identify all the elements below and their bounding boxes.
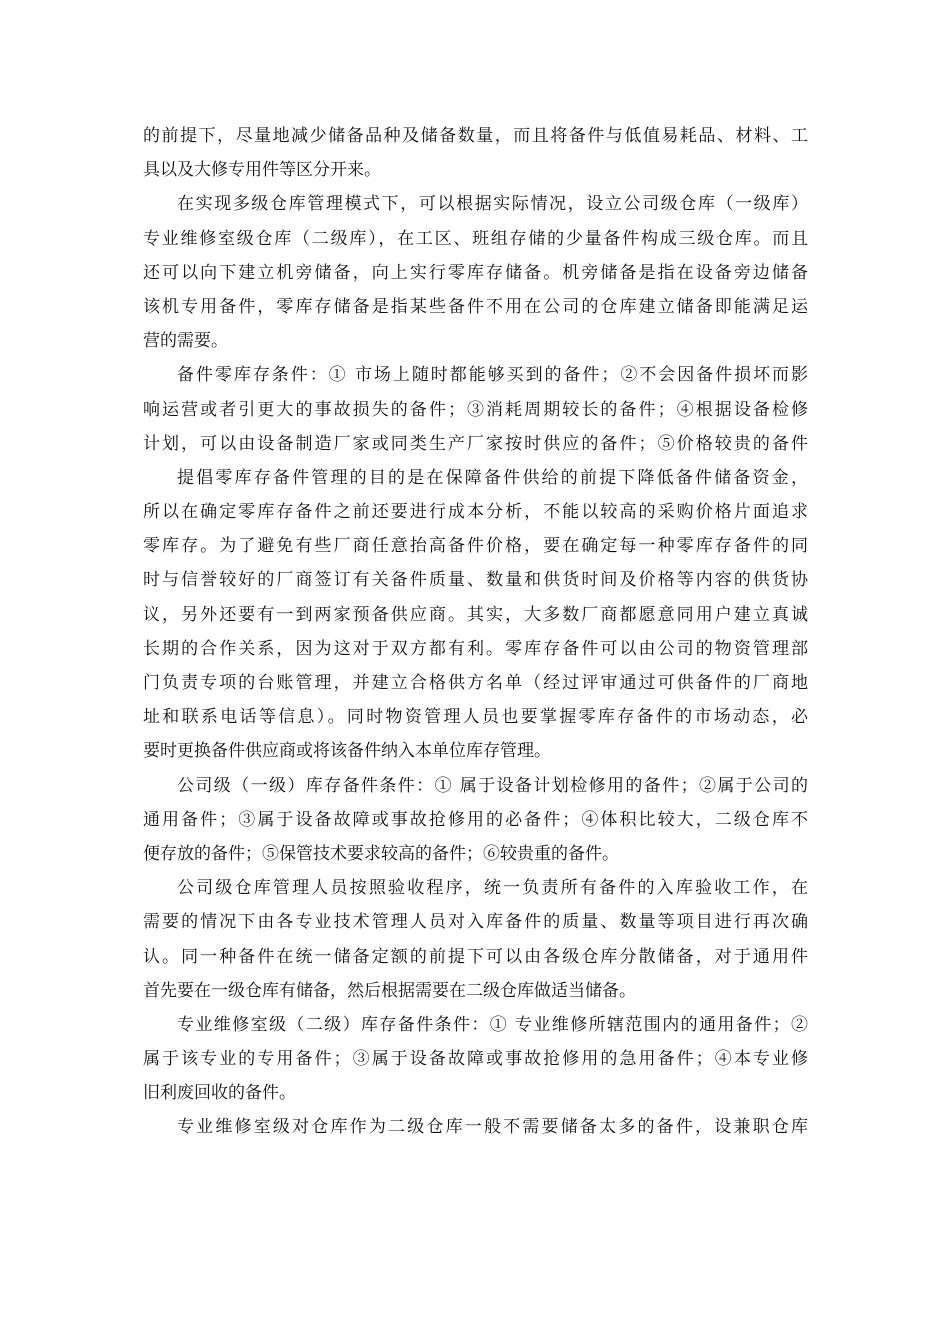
text-line: 需要的情况下由各专业技术管理人员对入库备件的质量、数量等项目进行再次确 [143, 912, 808, 933]
text-line: 要时更换备件供应商或将该备件纳入本单位库存管理。 [143, 741, 551, 762]
text-line: 具以及大修专用件等区分开来。 [143, 160, 381, 181]
text-line: 该机专用备件，零库存储备是指某些备件不用在公司的仓库建立储备即能满足运 [143, 296, 808, 317]
text-line: 备件零库存条件：① 市场上随时都能够买到的备件；②不会因备件损坏而影 [177, 365, 808, 386]
text-line: 公司级仓库管理人员按照验收程序，统一负责所有备件的入库验收工作，在 [177, 878, 808, 899]
text-line: 在实现多级仓库管理模式下，可以根据实际情况，设立公司级仓库（一级库） [177, 194, 808, 215]
text-line: 提倡零库存备件管理的目的是在保障备件供给的前提下降低备件储备资金， [177, 467, 808, 488]
text-line: 通用备件；③属于设备故障或事故抢修用的必备件；④体积比较大，二级仓库不 [143, 809, 808, 830]
text-line: 还可以向下建立机旁储备，向上实行零库存储备。机旁储备是指在设备旁边储备 [143, 262, 808, 283]
text-line: 长期的合作关系，因为这对于双方都有利。零库存备件可以由公司的物资管理部 [143, 638, 808, 659]
body-text [143, 119, 808, 1145]
text-line: 零库存。为了避免有些厂商任意抬高备件价格，要在确定每一种零库存备件的同 [143, 536, 808, 557]
text-line: 议，另外还要有一到两家预备供应商。其实，大多数厂商都愿意同用户建立真诚 [143, 604, 808, 625]
text-line: 计划，可以由设备制造厂家或同类生产厂家按时供应的备件；⑤价格较贵的备件 [143, 433, 808, 454]
text-line: 认。同一种备件在统一储备定额的前提下可以由各级仓库分散储备，对于通用件 [143, 946, 808, 967]
text-line: 址和联系电话等信息）。同时物资管理人员也要掌握零库存备件的市场动态，必 [143, 707, 808, 728]
text-line: 属于该专业的专用备件；③属于设备故障或事故抢修用的急用备件；④本专业修 [143, 1049, 808, 1070]
text-line: 公司级（一级）库存备件条件：① 属于设备计划检修用的备件；②属于公司的 [177, 775, 808, 796]
text-line: 专业维修室级（二级）库存备件条件：① 专业维修所辖范围内的通用备件；② [177, 1014, 808, 1035]
text-line: 门负责专项的台账管理，并建立合格供方名单（经过评审通过可供备件的厂商地 [143, 673, 808, 693]
text-line: 所以在确定零库存备件之前还要进行成本分析，不能以较高的采购价格片面追求 [143, 502, 808, 523]
text-line: 专业维修室级仓库（二级库），在工区、班组存储的少量备件构成三级仓库。而且 [143, 228, 808, 249]
text-line: 时与信誉较好的厂商签订有关备件质量、数量和供货时间及价格等内容的供货协 [143, 570, 808, 591]
text-line: 专业维修室级对仓库作为二级仓库一般不需要储备太多的备件，设兼职仓库 [177, 1117, 808, 1138]
text-line: 响运营或者引更大的事故损失的备件；③消耗周期较长的备件；④根据设备检修 [143, 399, 808, 420]
text-line: 首先要在一级仓库有储备，然后根据需要在二级仓库做适当储备。 [143, 980, 636, 1001]
text-line: 的前提下，尽量地减少储备品种及储备数量，而且将备件与低值易耗品、材料、工 [143, 126, 808, 146]
text-line: 旧利废回收的备件。 [143, 1083, 296, 1104]
text-line: 营的需要。 [143, 331, 228, 352]
text-line: 便存放的备件；⑤保管技术要求较高的备件；⑥较贵重的备件。 [143, 843, 619, 864]
